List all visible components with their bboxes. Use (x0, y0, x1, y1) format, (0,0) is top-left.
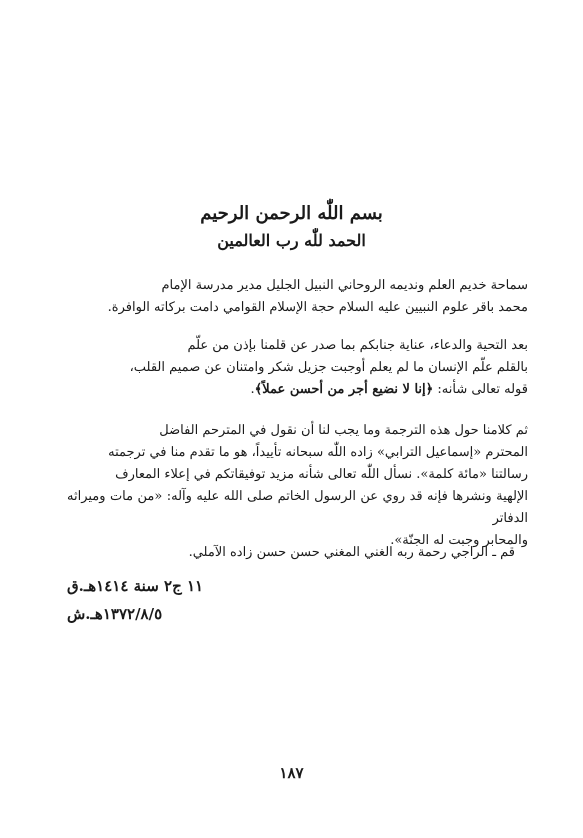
paragraph-line: المحترم «إسماعيل الترابي» زاده اللّٰه سبحانه تأييداً، هو ما تقدم منا في ترجمته (108, 445, 528, 460)
verse-intro: قوله تعالى شأنه: (433, 382, 528, 397)
author-signature: قم ـ الراجي رحمة ربه الغني المغني حسن حسن زاده الآملي. (188, 545, 515, 560)
verse-end: . (250, 382, 255, 397)
paragraph-line: والمحابر وجبت له الجنّة». (390, 533, 528, 548)
paragraph-line-with-verse (67, 379, 528, 401)
paragraph-line: الإلهية ونشرها فإنه قد روي عن الرسول الخاتم صلى الله عليه وآله: «من مات وميراثه الدفاتر (67, 489, 528, 526)
paragraph-line: بعد التحية والدعاء، عناية جنابكم بما صدر عن قلمنا بإذن من علّم (187, 338, 528, 353)
quran-verse: ﴿إنا لا نضيع أجر من أحسن عملاً﴾ (254, 382, 434, 397)
date-hijri-shamsi: ١٣٧٢/٨/٥هـ.ش (67, 605, 163, 623)
paragraph-line: ثم كلامنا حول هذه الترجمة وما يجب لنا أن نقول في المترحم الفاضل (159, 423, 528, 438)
basmala-heading: بسم اللّٰه الرحمن الرحيم (200, 203, 383, 224)
paragraph-line: بالقلم علّم الإنسان ما لم يعلم أوجبت جزيل شكر وامتنان عن صميم القلب، (129, 360, 528, 375)
paragraph-thanks (67, 335, 528, 401)
paragraph-address (67, 275, 528, 319)
page-number: ١٨٧ (279, 764, 304, 782)
paragraph-translation (67, 420, 528, 552)
paragraph-line: رسالتنا «مائة كلمة». نسأل اللّٰه تعالى شأنه مزيد توفيقاتكم في إعلاء المعارف (115, 467, 528, 482)
paragraph-line: محمد باقر علوم النبيين عليه السلام حجة الإسلام القوامي دامت بركاته الوافرة. (107, 300, 528, 315)
date-hijri-qamari: ١١ ج٢ سنة ١٤١٤هـ.ق (67, 577, 204, 595)
hamd-heading: الحمد للّٰه رب العالمين (217, 231, 366, 250)
paragraph-line: سماحة خديم العلم ونديمه الروحاني النبيل الجليل مدير مدرسة الإمام (161, 278, 528, 293)
